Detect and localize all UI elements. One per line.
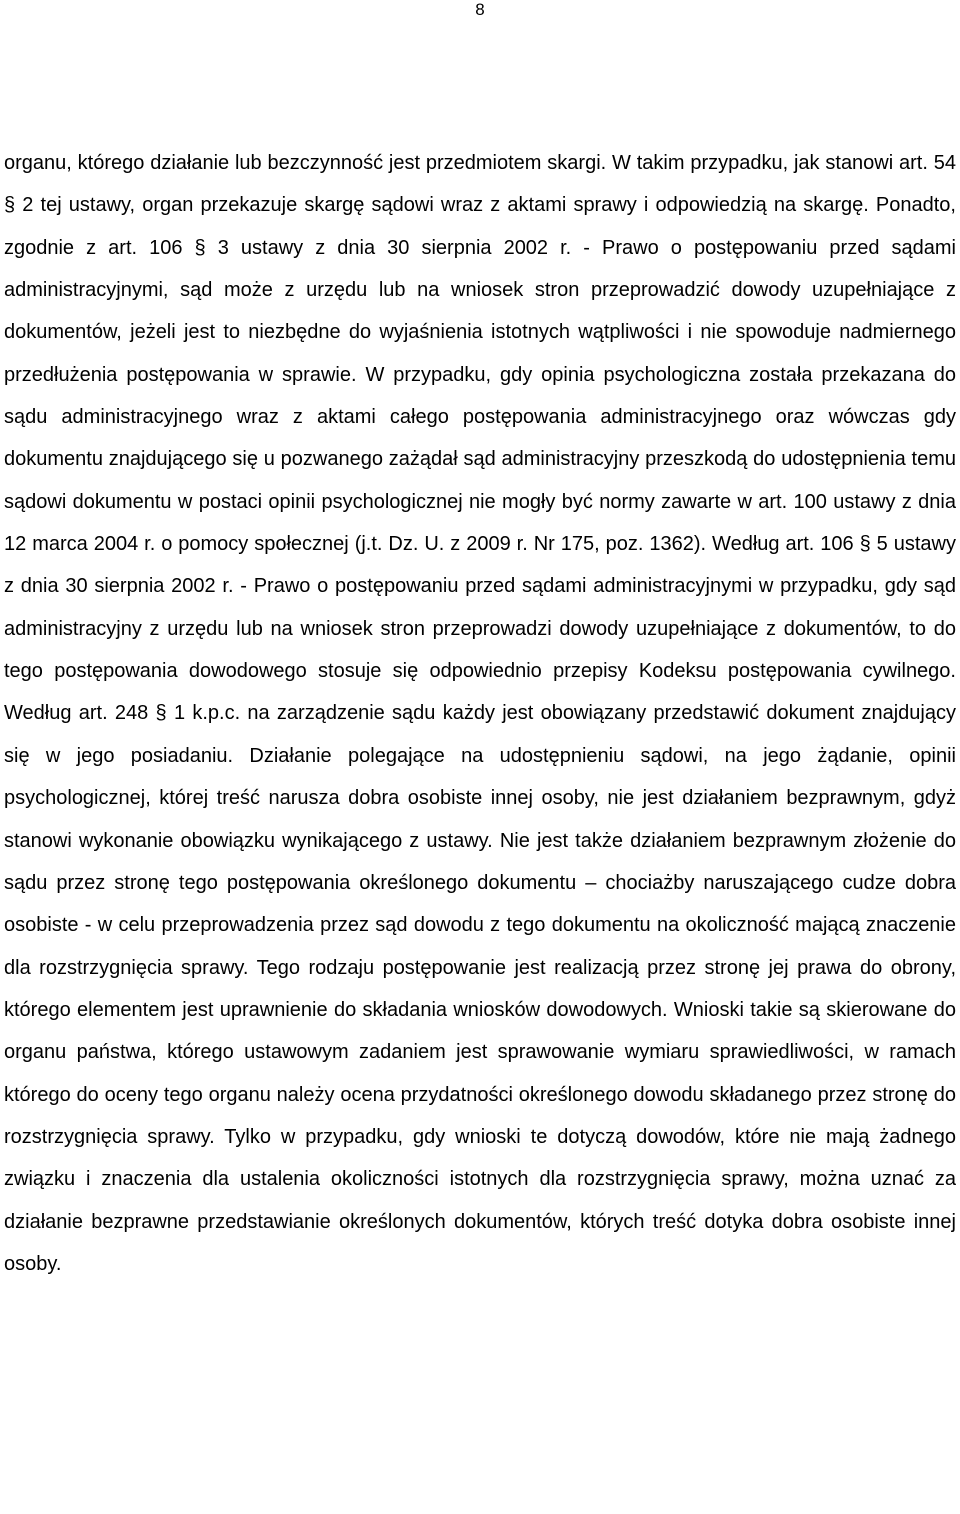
page-number: 8 (475, 0, 485, 19)
body-paragraph: organu, którego działanie lub bezczynność jest przedmiotem skargi. W takim przypadku, jak stanowi art. 54 § 2 tej ustawy, organ przekazuje skargę sądowi wraz z aktami sprawy i odpowiedzią na skargę. Ponadto, zgodnie z art. 106 § 3 ustawy z dnia 30 sierpnia 2002 r. - Prawo o postępowaniu przed sądami administracyjnymi, sąd może z urzędu lub na wniosek stron przeprowadzić dowody uzupełniające z dokumentów, jeżeli jest to niezbędne do wyjaśnienia istotnych wątpliwości i nie spowoduje nadmiernego przedłużenia postępowania w sprawie. W przypadku, gdy opinia psychologiczna została przekazana do sądu administracyjnego wraz z aktami całego postępowania administracyjnego oraz wówczas gdy dokumentu znajdującego się u pozwanego zażądał sąd administracyjny przeszkodą do udostępnienia temu sądowi dokumentu w postaci opinii psychologicznej nie mogły być normy zawarte w art. 100 ustawy z dnia 12 marca 2004 r. o pomocy społecznej (j.t. Dz. U. z 2009 r. Nr 175, poz. 1362). Według art. 106 § 5 ustawy z dnia 30 sierpnia 2002 r. - Prawo o postępowaniu przed sądami administracyjnymi w przypadku, gdy sąd administracyjny z urzędu lub na wniosek stron przeprowadzi dowody uzupełniające z dokumentów, to do tego postępowania dowodowego stosuje się odpowiednio przepisy Kodeksu postępowania cywilnego. Według art. 248 § 1 k.p.c. na zarządzenie sądu każdy jest obowiązany przedstawić dokument znajdujący się w jego posiadaniu. Działanie polegające na udostępnieniu sądowi, na jego żądanie, opinii psychologicznej, której treść narusza dobra osobiste innej osoby, nie jest działaniem bezprawnym, gdyż stanowi wykonanie obowiązku wynikającego z ustawy. Nie jest także działaniem bezprawnym złożenie do sądu przez stronę tego postępowania określonego dokumentu – chociażby naruszającego cudze dobra osobiste - w celu przeprowadzenia przez sąd dowodu z tego dokumentu na okoliczność mającą znaczenie dla rozstrzygnięcia sprawy. Tego rodzaju postępowanie jest realizacją przez stronę jej prawa do obrony, którego elementem jest uprawnienie do składania wniosków dowodowych. Wnioski takie są skierowane do organu państwa, którego ustawowym zadaniem jest sprawowanie wymiaru sprawiedliwości, w ramach którego do oceny tego organu należy ocena przydatności określonego dowodu składanego przez stronę do rozstrzygnięcia sprawy. Tylko w przypadku, gdy wnioski te dotyczą dowodów, które nie mają żadnego związku i znaczenia dla ustalenia okoliczności istotnych dla rozstrzygnięcia sprawy, można uznać za działanie bezprawne przedstawianie określonych dokumentów, których treść dotyka dobra osobiste innej osoby. (4, 152, 956, 1275)
